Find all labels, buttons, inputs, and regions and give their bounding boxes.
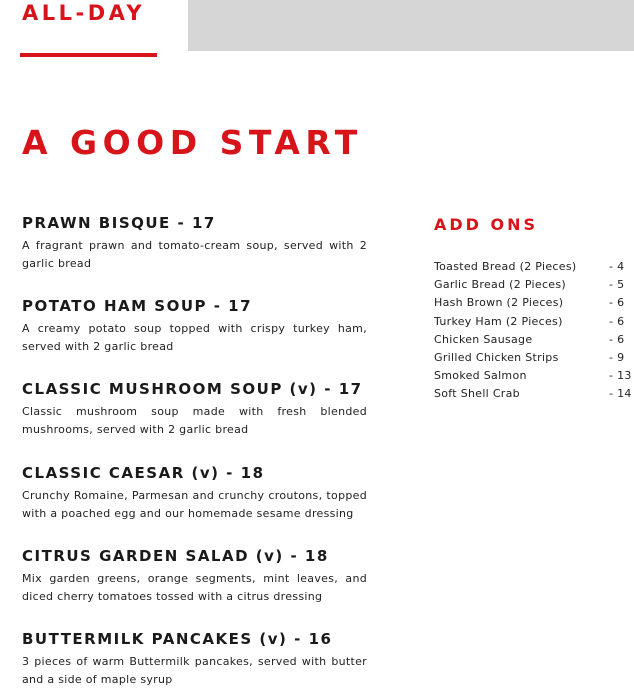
addon-price: - 6 [609,332,625,346]
addon-name: Garlic Bread (2 Pieces) [434,278,566,292]
addons-list [434,258,634,404]
addon-price: - 5 [609,278,625,292]
menu-item [22,214,367,273]
section-title: A GOOD START [22,123,363,162]
menu-item-title: POTATO HAM SOUP - 17 [22,297,253,315]
addon-name: Smoked Salmon [434,369,527,383]
addon-name: Turkey Ham (2 Pieces) [434,314,563,328]
addon-item [434,349,634,367]
menu-item-title: CITRUS GARDEN SALAD (v) - 18 [22,547,329,565]
addon-price: - 6 [609,314,625,328]
menu-item-description: A fragrant prawn and tomato-cream soup, served with 2 garlic bread [22,239,367,270]
menu-item-description: Crunchy Romaine, Parmesan and crunchy croutons, topped with a poached egg and our homemade sesame dressing [22,489,367,520]
addon-price: - 14 [609,387,632,401]
header-bar [188,0,634,51]
menu-item-title: CLASSIC CAESAR (v) - 18 [22,464,265,482]
menu-item-description: Classic mushroom soup made with fresh blended mushrooms, served with 2 garlic bread [22,405,367,436]
addon-name: Grilled Chicken Strips [434,350,559,364]
menu-item [22,630,367,689]
addon-price: - 6 [609,296,625,310]
menu-item-title: PRAWN BISQUE - 17 [22,214,216,232]
addon-name: Toasted Bread (2 Pieces) [434,260,577,273]
menu-item-description: 3 pieces of warm Buttermilk pancakes, served with butter and a side of maple syrup [22,655,367,686]
addon-price: - 9 [609,350,625,364]
addon-price: - 13 [609,369,632,383]
addons-title: ADD ONS [434,215,539,234]
menu-item-description: A creamy potato soup topped with crispy turkey ham, served with 2 garlic bread [22,322,367,353]
addon-item [434,258,634,276]
addon-name: Soft Shell Crab [434,387,520,401]
addon-name: Hash Brown (2 Pieces) [434,296,564,310]
menu-tab-all-day[interactable]: ALL-DAY [22,1,146,25]
menu-item-description: Mix garden greens, orange segments, mint leaves, and diced cherry tomatoes tossed with a citrus dressing [22,572,367,603]
active-tab-underline [20,53,157,57]
addon-price: - 4 [609,260,625,273]
addon-item [434,313,634,331]
addon-item [434,367,634,385]
addon-item [434,385,634,403]
menu-item-title: BUTTERMILK PANCAKES (v) - 16 [22,630,333,648]
menu-item [22,547,367,606]
addon-item [434,276,634,294]
addon-item [434,331,634,349]
menu-item [22,380,367,439]
menu-item [22,297,367,356]
menu-item-title: CLASSIC MUSHROOM SOUP (v) - 17 [22,380,363,398]
addon-name: Chicken Sausage [434,332,533,346]
menu-item [22,464,367,523]
addon-item [434,294,634,312]
